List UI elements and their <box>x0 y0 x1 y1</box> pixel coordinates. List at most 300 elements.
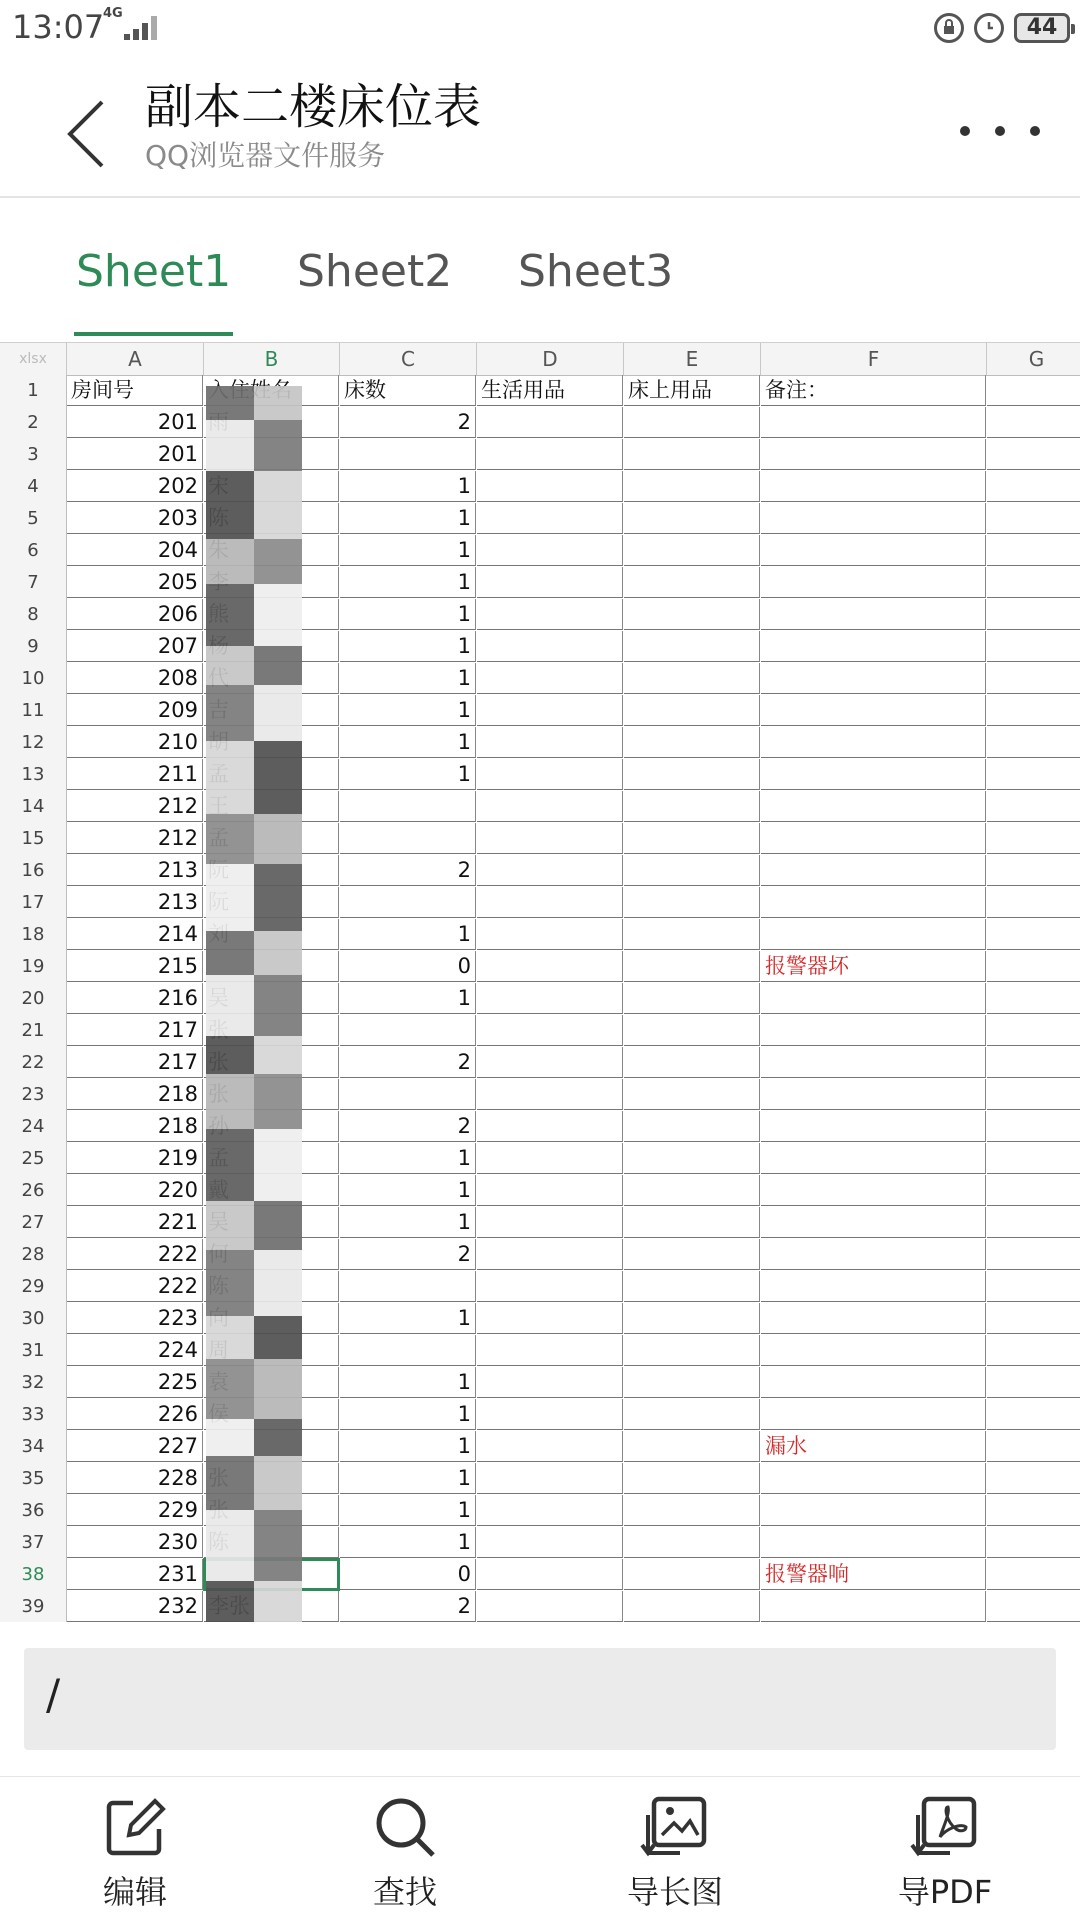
cell-e[interactable] <box>624 631 760 662</box>
cell-d[interactable] <box>477 1591 623 1622</box>
cell-a[interactable]: 221 <box>67 1207 203 1238</box>
cell-g[interactable] <box>987 1015 1080 1046</box>
cell-a[interactable]: 218 <box>67 1079 203 1110</box>
row-header[interactable]: 11 <box>0 695 67 727</box>
cell-d[interactable] <box>477 887 623 918</box>
cell-f[interactable] <box>761 1047 986 1078</box>
cell-c[interactable]: 1 <box>340 503 476 534</box>
column-header-f[interactable]: F <box>761 343 987 375</box>
cell-g[interactable] <box>987 1495 1080 1526</box>
cell-f[interactable] <box>761 663 986 694</box>
cell-d[interactable] <box>477 1399 623 1430</box>
cell-f[interactable] <box>761 1015 986 1046</box>
cell-g[interactable] <box>987 663 1080 694</box>
cell-a[interactable]: 212 <box>67 791 203 822</box>
cell-g[interactable] <box>987 567 1080 598</box>
row-header[interactable]: 10 <box>0 663 67 695</box>
cell-e[interactable] <box>624 1271 760 1302</box>
cell-e[interactable] <box>624 1239 760 1270</box>
cell-c[interactable]: 1 <box>340 727 476 758</box>
cell-f[interactable] <box>761 1495 986 1526</box>
cell-d[interactable] <box>477 1495 623 1526</box>
tab-sheet3[interactable]: Sheet3 <box>518 246 674 297</box>
cell-e[interactable] <box>624 823 760 854</box>
cell-g[interactable] <box>987 919 1080 950</box>
cell-f[interactable] <box>761 631 986 662</box>
cell-f[interactable] <box>761 791 986 822</box>
cell-e[interactable] <box>624 599 760 630</box>
cell-a[interactable]: 213 <box>67 887 203 918</box>
cell-f[interactable] <box>761 1271 986 1302</box>
cell-g[interactable] <box>987 631 1080 662</box>
row-header[interactable]: 13 <box>0 759 67 791</box>
cell-d[interactable] <box>477 407 623 438</box>
cell-a[interactable]: 210 <box>67 727 203 758</box>
cell-g[interactable] <box>987 1591 1080 1622</box>
row-header[interactable]: 29 <box>0 1271 67 1303</box>
cell-d[interactable] <box>477 1527 623 1558</box>
cell-g[interactable] <box>987 887 1080 918</box>
cell-g[interactable] <box>987 1271 1080 1302</box>
row-header[interactable]: 3 <box>0 439 67 471</box>
cell-f[interactable] <box>761 567 986 598</box>
cell-g[interactable] <box>987 983 1080 1014</box>
cell-c[interactable]: 1 <box>340 1431 476 1462</box>
cell-g[interactable] <box>987 791 1080 822</box>
row-header[interactable]: 22 <box>0 1047 67 1079</box>
cell-g[interactable] <box>987 1399 1080 1430</box>
cell-c[interactable]: 2 <box>340 1591 476 1622</box>
cell-f[interactable] <box>761 1367 986 1398</box>
cell-a[interactable]: 225 <box>67 1367 203 1398</box>
cell-c[interactable]: 2 <box>340 1111 476 1142</box>
cell-a[interactable]: 203 <box>67 503 203 534</box>
title-bar <box>0 56 1080 198</box>
cell-e[interactable] <box>624 791 760 822</box>
cell-e[interactable] <box>624 1591 760 1622</box>
row-header[interactable]: 24 <box>0 1111 67 1143</box>
cell-f[interactable] <box>761 1399 986 1430</box>
cell-g[interactable] <box>987 535 1080 566</box>
cell-c[interactable]: 1 <box>340 1175 476 1206</box>
row-header[interactable]: 25 <box>0 1143 67 1175</box>
cell-d[interactable] <box>477 663 623 694</box>
status-time: 13:07 <box>12 8 105 46</box>
cell-d[interactable] <box>477 759 623 790</box>
cell-a[interactable]: 216 <box>67 983 203 1014</box>
cell-d[interactable] <box>477 1143 623 1174</box>
cell-e[interactable] <box>624 1495 760 1526</box>
cell-c[interactable]: 1 <box>340 983 476 1014</box>
cell-d[interactable] <box>477 1431 623 1462</box>
cell-d[interactable] <box>477 1335 623 1366</box>
cell-g[interactable] <box>987 375 1080 406</box>
row-header[interactable]: 17 <box>0 887 67 919</box>
cell-c[interactable]: 2 <box>340 1047 476 1078</box>
cell-c[interactable] <box>340 1335 476 1366</box>
cell-f[interactable] <box>761 759 986 790</box>
cell-d[interactable] <box>477 535 623 566</box>
cell-a[interactable]: 232 <box>67 1591 203 1622</box>
cell-a[interactable]: 212 <box>67 823 203 854</box>
cell-c[interactable] <box>340 1015 476 1046</box>
cell-a[interactable]: 222 <box>67 1271 203 1302</box>
cell-f[interactable]: 报警器坏 <box>761 951 986 982</box>
row-header[interactable]: 9 <box>0 631 67 663</box>
column-header-b[interactable]: B <box>204 343 340 375</box>
cell-a[interactable]: 217 <box>67 1015 203 1046</box>
cell-a[interactable]: 231 <box>67 1559 203 1590</box>
cell-e[interactable] <box>624 1079 760 1110</box>
cell-e[interactable] <box>624 983 760 1014</box>
cell-f[interactable] <box>761 887 986 918</box>
cell-d[interactable] <box>477 503 623 534</box>
row-header[interactable]: 15 <box>0 823 67 855</box>
cell-f[interactable] <box>761 855 986 886</box>
cell-d[interactable] <box>477 599 623 630</box>
cell-f[interactable]: 报警器响 <box>761 1559 986 1590</box>
cell-g[interactable] <box>987 1207 1080 1238</box>
cell-d[interactable] <box>477 1175 623 1206</box>
cell-f[interactable] <box>761 1111 986 1142</box>
cell-a[interactable]: 207 <box>67 631 203 662</box>
row-header[interactable]: 28 <box>0 1239 67 1271</box>
header-cell-f[interactable]: 备注： <box>761 375 986 406</box>
cell-a[interactable]: 213 <box>67 855 203 886</box>
row-header[interactable]: 14 <box>0 791 67 823</box>
cell-f[interactable] <box>761 695 986 726</box>
cell-a[interactable]: 229 <box>67 1495 203 1526</box>
cell-e[interactable] <box>624 1143 760 1174</box>
cell-f[interactable] <box>761 1079 986 1110</box>
cell-e[interactable] <box>624 1207 760 1238</box>
tab-sheet2[interactable]: Sheet2 <box>297 246 453 297</box>
cell-d[interactable] <box>477 951 623 982</box>
cell-g[interactable] <box>987 1335 1080 1366</box>
cell-g[interactable] <box>987 1367 1080 1398</box>
row-header[interactable]: 30 <box>0 1303 67 1335</box>
cell-e[interactable] <box>624 503 760 534</box>
cell-d[interactable] <box>477 1239 623 1270</box>
cell-c[interactable]: 1 <box>340 631 476 662</box>
cell-a[interactable]: 223 <box>67 1303 203 1334</box>
cell-e[interactable] <box>624 439 760 470</box>
cell-e[interactable] <box>624 1335 760 1366</box>
cell-f[interactable] <box>761 599 986 630</box>
export-pdf-button[interactable] <box>860 1795 1030 1915</box>
cell-c[interactable]: 1 <box>340 1207 476 1238</box>
cell-g[interactable] <box>987 759 1080 790</box>
cell-g[interactable] <box>987 599 1080 630</box>
cell-e[interactable] <box>624 951 760 982</box>
cell-a[interactable]: 201 <box>67 439 203 470</box>
row-header[interactable]: 8 <box>0 599 67 631</box>
cell-g[interactable] <box>987 471 1080 502</box>
formula-bar[interactable] <box>24 1648 1056 1750</box>
cell-d[interactable] <box>477 1015 623 1046</box>
row-header[interactable]: 33 <box>0 1399 67 1431</box>
cell-a[interactable]: 227 <box>67 1431 203 1462</box>
cell-a[interactable]: 204 <box>67 535 203 566</box>
cell-g[interactable] <box>987 503 1080 534</box>
cell-e[interactable] <box>624 1463 760 1494</box>
cell-f[interactable] <box>761 1463 986 1494</box>
cell-f[interactable] <box>761 823 986 854</box>
cell-d[interactable] <box>477 919 623 950</box>
cell-e[interactable] <box>624 1015 760 1046</box>
cell-f[interactable] <box>761 1335 986 1366</box>
cell-d[interactable] <box>477 631 623 662</box>
cell-f[interactable] <box>761 1175 986 1206</box>
cell-c[interactable]: 1 <box>340 663 476 694</box>
cell-c[interactable]: 1 <box>340 1399 476 1430</box>
row-header[interactable]: 21 <box>0 1015 67 1047</box>
row-header[interactable]: 39 <box>0 1591 67 1622</box>
cell-e[interactable] <box>624 1367 760 1398</box>
page-title: 副本二楼床位表 <box>145 79 482 135</box>
row-header[interactable]: 4 <box>0 471 67 503</box>
cell-a[interactable]: 202 <box>67 471 203 502</box>
cell-d[interactable] <box>477 1047 623 1078</box>
cell-c[interactable] <box>340 791 476 822</box>
more-options-button[interactable] <box>960 116 1040 146</box>
cell-c[interactable]: 1 <box>340 1527 476 1558</box>
cell-g[interactable] <box>987 1111 1080 1142</box>
cell-e[interactable] <box>624 1559 760 1590</box>
cell-c[interactable]: 1 <box>340 1463 476 1494</box>
cell-a[interactable]: 218 <box>67 1111 203 1142</box>
header-cell-a[interactable]: 房间号 <box>67 375 203 406</box>
cell-c[interactable]: 1 <box>340 1303 476 1334</box>
cell-a[interactable]: 230 <box>67 1527 203 1558</box>
edit-button[interactable] <box>50 1795 220 1915</box>
cell-g[interactable] <box>987 1303 1080 1334</box>
header-cell-d[interactable]: 生活用品 <box>477 375 623 406</box>
cell-a[interactable]: 219 <box>67 1143 203 1174</box>
row-header[interactable]: 1 <box>0 375 67 407</box>
cell-c[interactable] <box>340 823 476 854</box>
cell-g[interactable] <box>987 1239 1080 1270</box>
cell-c[interactable]: 1 <box>340 567 476 598</box>
cell-d[interactable] <box>477 1207 623 1238</box>
cell-g[interactable] <box>987 855 1080 886</box>
cell-d[interactable] <box>477 791 623 822</box>
cell-f[interactable] <box>761 919 986 950</box>
row-header[interactable]: 5 <box>0 503 67 535</box>
bottom-toolbar <box>0 1776 1080 1921</box>
row-header[interactable]: 20 <box>0 983 67 1015</box>
cell-f[interactable] <box>761 1591 986 1622</box>
cell-a[interactable]: 222 <box>67 1239 203 1270</box>
cell-a[interactable]: 209 <box>67 695 203 726</box>
cell-a[interactable]: 226 <box>67 1399 203 1430</box>
find-button[interactable] <box>320 1795 490 1915</box>
tab-sheet1[interactable]: Sheet1 <box>76 246 232 297</box>
column-header-e[interactable]: E <box>624 343 761 375</box>
cell-d[interactable] <box>477 439 623 470</box>
cell-c[interactable]: 1 <box>340 599 476 630</box>
cell-e[interactable] <box>624 695 760 726</box>
cell-f[interactable] <box>761 535 986 566</box>
cell-d[interactable] <box>477 471 623 502</box>
row-header[interactable]: 12 <box>0 727 67 759</box>
cell-g[interactable] <box>987 439 1080 470</box>
cell-e[interactable] <box>624 1111 760 1142</box>
cell-g[interactable] <box>987 1559 1080 1590</box>
header-cell-c[interactable]: 床数 <box>340 375 476 406</box>
cell-d[interactable] <box>477 1271 623 1302</box>
row-header[interactable]: 23 <box>0 1079 67 1111</box>
cell-c[interactable]: 1 <box>340 759 476 790</box>
cell-f[interactable] <box>761 471 986 502</box>
row-header[interactable]: 6 <box>0 535 67 567</box>
cell-d[interactable] <box>477 1303 623 1334</box>
cell-g[interactable] <box>987 1079 1080 1110</box>
alarm-icon <box>974 13 1004 43</box>
cell-f[interactable] <box>761 727 986 758</box>
cell-a[interactable]: 208 <box>67 663 203 694</box>
status-bar <box>0 0 1080 56</box>
row-header[interactable]: 18 <box>0 919 67 951</box>
row-header[interactable]: 31 <box>0 1335 67 1367</box>
cell-e[interactable] <box>624 855 760 886</box>
cell-c[interactable]: 1 <box>340 1143 476 1174</box>
cell-c[interactable] <box>340 887 476 918</box>
sheet-tabs <box>0 198 1080 340</box>
cell-g[interactable] <box>987 1143 1080 1174</box>
cell-g[interactable] <box>987 407 1080 438</box>
cell-c[interactable]: 1 <box>340 535 476 566</box>
cell-a[interactable]: 206 <box>67 599 203 630</box>
cell-f[interactable] <box>761 1143 986 1174</box>
cell-d[interactable] <box>477 1559 623 1590</box>
cell-g[interactable] <box>987 823 1080 854</box>
cell-e[interactable] <box>624 567 760 598</box>
cell-e[interactable] <box>624 1303 760 1334</box>
cell-f[interactable] <box>761 1527 986 1558</box>
cell-e[interactable] <box>624 887 760 918</box>
column-header-g[interactable]: G <box>987 343 1080 375</box>
cell-g[interactable] <box>987 1527 1080 1558</box>
cell-e[interactable] <box>624 1047 760 1078</box>
column-header-c[interactable]: C <box>340 343 477 375</box>
row-header[interactable]: 26 <box>0 1175 67 1207</box>
row-header[interactable]: 27 <box>0 1207 67 1239</box>
cell-c[interactable]: 0 <box>340 1559 476 1590</box>
cell-c[interactable]: 2 <box>340 407 476 438</box>
cell-e[interactable] <box>624 407 760 438</box>
cell-d[interactable] <box>477 1367 623 1398</box>
cell-e[interactable] <box>624 1399 760 1430</box>
cell-c[interactable] <box>340 439 476 470</box>
cell-c[interactable]: 1 <box>340 471 476 502</box>
edit-label: 编辑 <box>102 1873 167 1911</box>
cell-e[interactable] <box>624 663 760 694</box>
cell-a[interactable]: 228 <box>67 1463 203 1494</box>
cell-c[interactable]: 1 <box>340 695 476 726</box>
cell-c[interactable]: 2 <box>340 855 476 886</box>
cell-g[interactable] <box>987 1431 1080 1462</box>
cell-f[interactable] <box>761 407 986 438</box>
cell-d[interactable] <box>477 727 623 758</box>
column-header-a[interactable]: A <box>67 343 204 375</box>
cell-g[interactable] <box>987 1047 1080 1078</box>
cell-g[interactable] <box>987 695 1080 726</box>
cell-a[interactable]: 217 <box>67 1047 203 1078</box>
cell-f[interactable]: 漏水 <box>761 1431 986 1462</box>
row-header[interactable]: 19 <box>0 951 67 983</box>
cell-g[interactable] <box>987 1463 1080 1494</box>
cell-f[interactable] <box>761 439 986 470</box>
row-header[interactable]: 16 <box>0 855 67 887</box>
cell-e[interactable] <box>624 919 760 950</box>
cell-c[interactable]: 1 <box>340 1495 476 1526</box>
cell-a[interactable]: 215 <box>67 951 203 982</box>
cell-f[interactable] <box>761 1239 986 1270</box>
cell-d[interactable] <box>477 1079 623 1110</box>
cell-d[interactable] <box>477 1463 623 1494</box>
cell-e[interactable] <box>624 1527 760 1558</box>
cell-g[interactable] <box>987 1175 1080 1206</box>
row-header[interactable]: 34 <box>0 1431 67 1463</box>
cell-e[interactable] <box>624 1175 760 1206</box>
cell-f[interactable] <box>761 1207 986 1238</box>
cell-e[interactable] <box>624 727 760 758</box>
column-header-d[interactable]: D <box>477 343 624 375</box>
cell-d[interactable] <box>477 567 623 598</box>
cell-f[interactable] <box>761 1303 986 1334</box>
cell-g[interactable] <box>987 727 1080 758</box>
cell-d[interactable] <box>477 983 623 1014</box>
cell-a[interactable]: 211 <box>67 759 203 790</box>
cell-c[interactable]: 2 <box>340 1239 476 1270</box>
cell-a[interactable]: 224 <box>67 1335 203 1366</box>
row-header[interactable]: 38 <box>0 1559 67 1591</box>
export-long-image-button[interactable] <box>590 1795 760 1915</box>
cell-f[interactable] <box>761 503 986 534</box>
cell-c[interactable] <box>340 1079 476 1110</box>
cell-e[interactable] <box>624 471 760 502</box>
header-cell-e[interactable]: 床上用品 <box>624 375 760 406</box>
cell-a[interactable]: 205 <box>67 567 203 598</box>
back-button[interactable] <box>60 94 120 174</box>
cell-c[interactable]: 0 <box>340 951 476 982</box>
sheet-corner[interactable]: xlsx <box>0 343 67 375</box>
row-header[interactable]: 2 <box>0 407 67 439</box>
cell-d[interactable] <box>477 1111 623 1142</box>
cell-d[interactable] <box>477 855 623 886</box>
cell-a[interactable]: 201 <box>67 407 203 438</box>
row-header[interactable]: 35 <box>0 1463 67 1495</box>
cell-d[interactable] <box>477 695 623 726</box>
row-header[interactable]: 37 <box>0 1527 67 1559</box>
cell-d[interactable] <box>477 823 623 854</box>
cell-e[interactable] <box>624 759 760 790</box>
cell-c[interactable]: 1 <box>340 1367 476 1398</box>
cell-c[interactable] <box>340 1271 476 1302</box>
cell-f[interactable] <box>761 983 986 1014</box>
row-header[interactable]: 7 <box>0 567 67 599</box>
row-header[interactable]: 32 <box>0 1367 67 1399</box>
cell-g[interactable] <box>987 951 1080 982</box>
cell-c[interactable]: 1 <box>340 919 476 950</box>
row-header[interactable]: 36 <box>0 1495 67 1527</box>
cell-e[interactable] <box>624 535 760 566</box>
cell-a[interactable]: 214 <box>67 919 203 950</box>
spreadsheet-grid[interactable] <box>0 342 1080 1622</box>
cell-a[interactable]: 220 <box>67 1175 203 1206</box>
cell-e[interactable] <box>624 1431 760 1462</box>
